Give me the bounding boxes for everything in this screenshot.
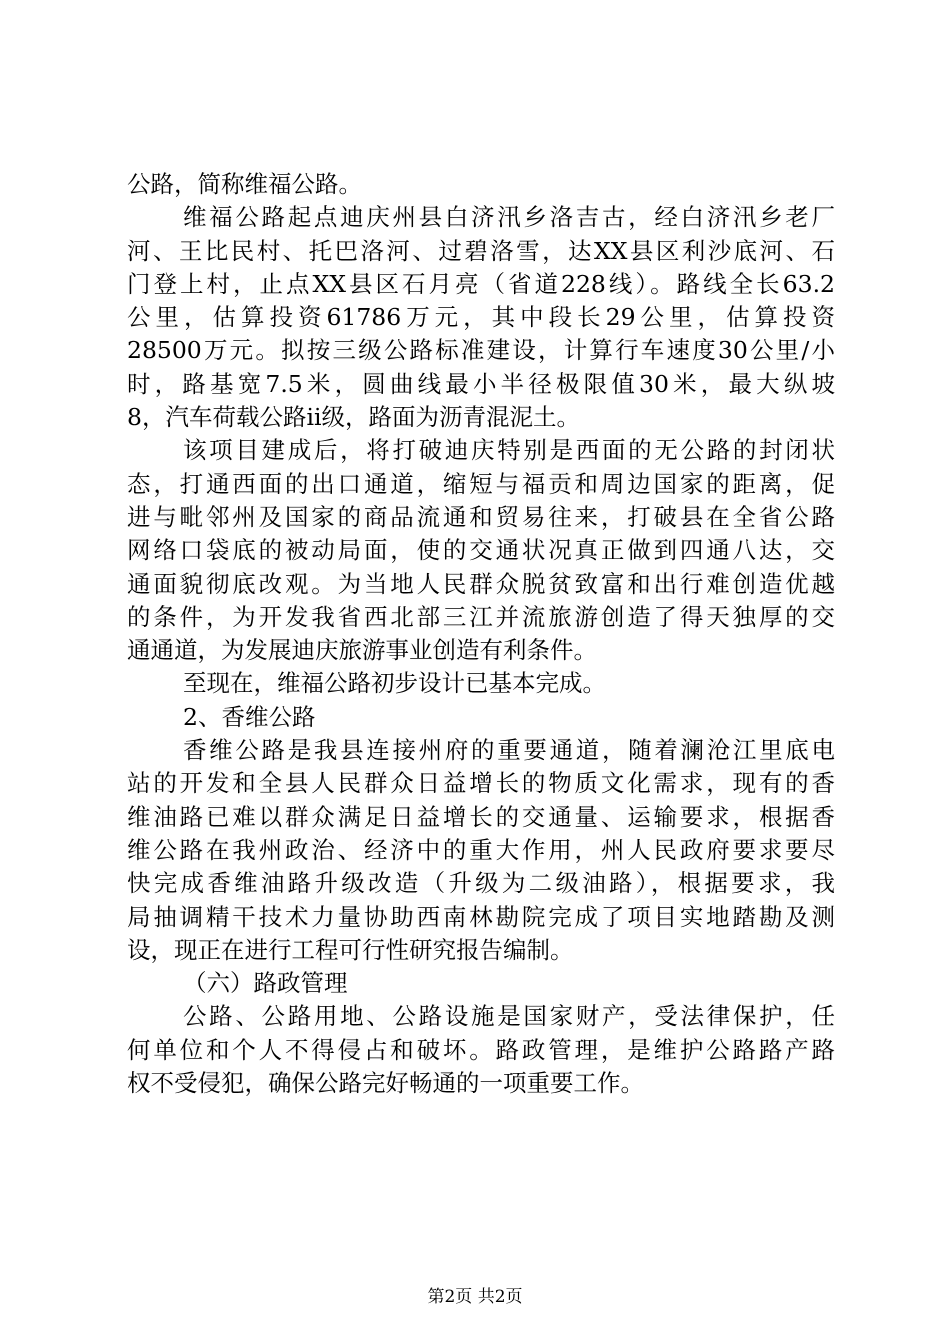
- text-line: 快完成香维油路升级改造（升级为二级油路），根据要求，我: [127, 869, 835, 898]
- text-line: 设，现正在进行工程可行性研究报告编制。: [127, 935, 574, 964]
- text-line: 局抽调精干技术力量协助西南林勘院完成了项目实地踏勘及测: [127, 902, 835, 931]
- text-line: 至现在，维福公路初步设计已基本完成。: [183, 669, 606, 698]
- text-line: 2、香维公路: [183, 702, 316, 731]
- text-line: 进与毗邻州及国家的商品流通和贸易往来，打破县在全省公路: [127, 502, 835, 531]
- text-line: 香维公路是我县连接州府的重要通道，随着澜沧江里底电: [183, 736, 835, 765]
- text-line: 态，打通西面的出口通道，缩短与福贡和周边国家的距离，促: [127, 469, 835, 498]
- text-line: 通通道，为发展迪庆旅游事业创造有利条件。: [127, 636, 597, 665]
- paragraph-p4: [127, 667, 835, 700]
- text-line: 维油路已难以群众满足日益增长的交通量、运输要求，根据香: [127, 802, 835, 831]
- text-line: 公路、公路用地、公路设施是国家财产，受法律保护，任: [183, 1002, 835, 1031]
- text-line: 公里，估算投资61786万元，其中段长29公里，估算投资: [127, 303, 835, 332]
- text-line: 公路，简称维福公路。: [127, 170, 362, 198]
- paragraph-p7: [127, 967, 835, 1000]
- paragraph-p8: [127, 1000, 835, 1100]
- paragraph-p3: [127, 434, 835, 667]
- text-line: 何单位和个人不得侵占和破坏。路政管理，是维护公路路产路: [127, 1035, 835, 1064]
- text-line: 站的开发和全县人民群众日益增长的物质文化需求，现有的香: [127, 769, 835, 798]
- text-line: （六）路政管理: [183, 969, 348, 998]
- text-line: 权不受侵犯，确保公路完好畅通的一项重要工作。: [127, 1069, 644, 1098]
- paragraph-p5: [127, 701, 835, 734]
- text-line: 该项目建成后，将打破迪庆特别是西面的无公路的封闭状: [183, 436, 835, 465]
- text-line: 维公路在我州政治、经济中的重大作用，州人民政府要求要尽: [127, 835, 835, 864]
- text-line: 通面貌彻底改观。为当地人民群众脱贫致富和出行难创造优越: [127, 569, 835, 598]
- text-line: 维福公路起点迪庆州县白济汛乡洛吉古，经白济汛乡老厂: [183, 203, 835, 232]
- paragraph-p1: [127, 168, 835, 201]
- text-line: 门登上村，止点XX县区石月亮（省道228线）。路线全长63.2: [127, 269, 835, 298]
- text-line: 时，路基宽7.5米，圆曲线最小半径极限值30米，最大纵坡: [127, 369, 835, 398]
- text-line: 的条件，为开发我省西北部三江并流旅游创造了得天独厚的交: [127, 602, 835, 631]
- document-body: [127, 168, 835, 1100]
- text-line: 8，汽车荷载公路ii级，路面为沥青混泥土。: [127, 403, 580, 432]
- paragraph-p6: [127, 734, 835, 967]
- text-line: 网络口袋底的被动局面，使的交通状况真正做到四通八达，交: [127, 536, 835, 565]
- text-line: 河、王比民村、托巴洛河、过碧洛雪，达XX县区利沙底河、石: [127, 236, 835, 265]
- paragraph-p2: [127, 201, 835, 434]
- text-line: 28500万元。拟按三级公路标准建设，计算行车速度30公里/小: [127, 336, 835, 365]
- page-footer: 第2页 共2页: [427, 1287, 523, 1307]
